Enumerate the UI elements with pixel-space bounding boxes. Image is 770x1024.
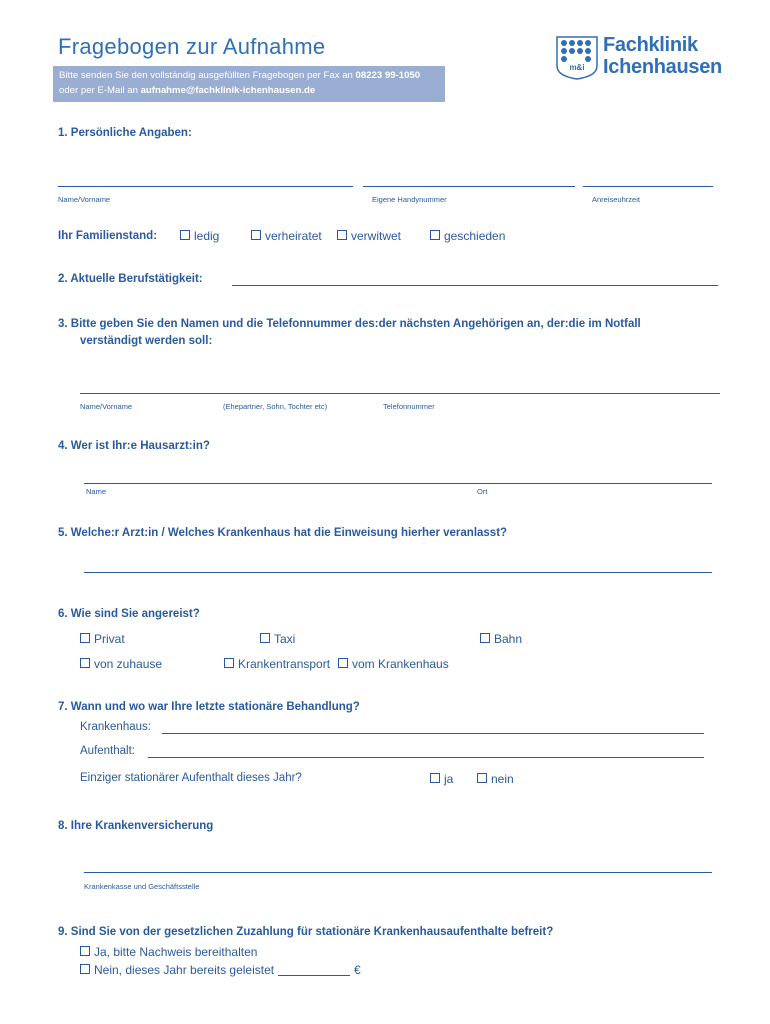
option-label: Krankentransport (238, 657, 331, 671)
checkbox-verwitwet[interactable] (337, 229, 401, 243)
caption-gp-place: Ort (477, 487, 488, 496)
phone-line[interactable] (363, 186, 575, 187)
banner-text-line2: oder per E-Mail an (59, 85, 141, 96)
option-label: ja (444, 772, 454, 786)
caption-insurance: Krankenkasse und Geschäftsstelle (84, 882, 200, 891)
section5-heading: 5. Welche:r Arzt:in / Welches Krankenhaus hat die Einweisung hierher veranlasst? (58, 527, 508, 539)
checkbox-icon (338, 658, 348, 668)
option-label: verheiratet (265, 229, 322, 243)
checkbox-ja[interactable] (430, 772, 453, 786)
gp-line[interactable] (84, 483, 712, 484)
checkbox-icon (260, 633, 270, 643)
checkbox-verheiratet[interactable] (251, 229, 322, 243)
logo-line2: Ichenhausen (603, 56, 722, 78)
checkbox-ledig[interactable] (180, 229, 219, 243)
euro-sign: € (354, 963, 361, 977)
caption-relative-phone: Telefonnummer (383, 402, 435, 411)
occupation-line[interactable] (232, 285, 718, 286)
section2-heading: 2. Aktuelle Berufstätigkeit: (58, 273, 203, 285)
caption-phone: Eigene Handynummer (372, 195, 447, 204)
section4-heading: 4. Wer ist Ihr:e Hausarzt:in? (58, 440, 210, 452)
checkbox-icon (80, 658, 90, 668)
stay-line[interactable] (148, 757, 704, 758)
relative-line[interactable] (80, 393, 720, 394)
checkbox-icon (430, 230, 440, 240)
option-label: Nein, dieses Jahr bereits geleistet (94, 963, 275, 977)
clinic-logo-icon (556, 36, 598, 80)
checkbox-krankentransport[interactable] (224, 657, 330, 671)
section8-heading: 8. Ihre Krankenversicherung (58, 820, 214, 832)
email-address: aufnahme@fachklinik-ichenhausen.de (140, 85, 316, 96)
checkbox-taxi[interactable] (260, 632, 295, 646)
option-label: Taxi (274, 632, 296, 646)
only-stay-question: Einziger stationärer Aufenthalt dieses Jahr? (80, 772, 302, 784)
checkbox-icon (251, 230, 261, 240)
section9-heading: 9. Sind Sie von der gesetzlichen Zuzahlung für stationäre Krankenhausaufenthalte befreit? (58, 926, 554, 938)
option-label: nein (491, 772, 514, 786)
checkbox-vom-krankenhaus[interactable] (338, 657, 449, 671)
caption-relation: (Ehepartner, Sohn, Tochter etc) (223, 402, 328, 411)
option-label: Privat (94, 632, 125, 646)
checkbox-bahn[interactable] (480, 632, 522, 646)
checkbox-icon (337, 230, 347, 240)
hospital-label: Krankenhaus: (80, 721, 151, 733)
checkbox-von-zuhause[interactable] (80, 657, 162, 671)
checkbox-icon (80, 946, 90, 956)
referral-line[interactable] (84, 572, 712, 573)
option-label: geschieden (444, 229, 506, 243)
caption-relative-name: Name/Vorname (80, 402, 133, 411)
banner-text-line1: Bitte senden Sie den vollständig ausgefüllten Fragebogen per Fax an (59, 70, 356, 81)
checkbox-icon (430, 773, 440, 783)
section6-heading: 6. Wie sind Sie angereist? (58, 608, 200, 620)
stay-label: Aufenthalt: (80, 745, 135, 757)
logo-line1: Fachklinik (603, 34, 698, 56)
checkbox-icon (480, 633, 490, 643)
logo-badge-text: m&i (569, 63, 585, 72)
name-line[interactable] (58, 186, 353, 187)
section7-heading: 7. Wann und wo war Ihre letzte stationäre Behandlung? (58, 701, 360, 713)
option-label: ledig (194, 229, 220, 243)
family-status-label: Ihr Familienstand: (58, 230, 158, 242)
caption-arrival-time: Anreiseuhrzeit (592, 195, 640, 204)
checkbox-geschieden[interactable] (430, 229, 505, 243)
checkbox-icon (180, 230, 190, 240)
checkbox-icon (477, 773, 487, 783)
checkbox-exempt-no[interactable] (80, 963, 274, 977)
section3-heading-line1: 3. Bitte geben Sie den Namen und die Telefonnummer des:der nächsten Angehörigen an, der:die im Notfall (58, 318, 641, 330)
checkbox-exempt-yes[interactable] (80, 945, 257, 959)
caption-gp-name: Name (86, 487, 107, 496)
option-label: Bahn (494, 632, 523, 646)
checkbox-icon (80, 964, 90, 974)
instruction-banner (53, 66, 445, 102)
arrival-time-line[interactable] (583, 186, 713, 187)
hospital-line[interactable] (162, 733, 704, 734)
option-label: von zuhause (94, 657, 163, 671)
checkbox-icon (80, 633, 90, 643)
option-label: vom Krankenhaus (352, 657, 449, 671)
checkbox-privat[interactable] (80, 632, 125, 646)
caption-name: Name/Vorname (58, 195, 111, 204)
section3-heading-line2: verständigt werden soll: (80, 335, 213, 347)
option-label: Ja, bitte Nachweis bereithalten (94, 945, 258, 959)
clinic-logo-text (603, 34, 722, 78)
section1-heading: 1. Persönliche Angaben: (58, 127, 192, 139)
paid-amount-line[interactable] (278, 975, 350, 976)
page-title: Fragebogen zur Aufnahme (58, 34, 326, 59)
fax-number: 08223 99-1050 (355, 70, 421, 81)
checkbox-icon (224, 658, 234, 668)
option-label: verwitwet (351, 229, 402, 243)
checkbox-nein[interactable] (477, 772, 514, 786)
insurance-line[interactable] (84, 872, 712, 873)
